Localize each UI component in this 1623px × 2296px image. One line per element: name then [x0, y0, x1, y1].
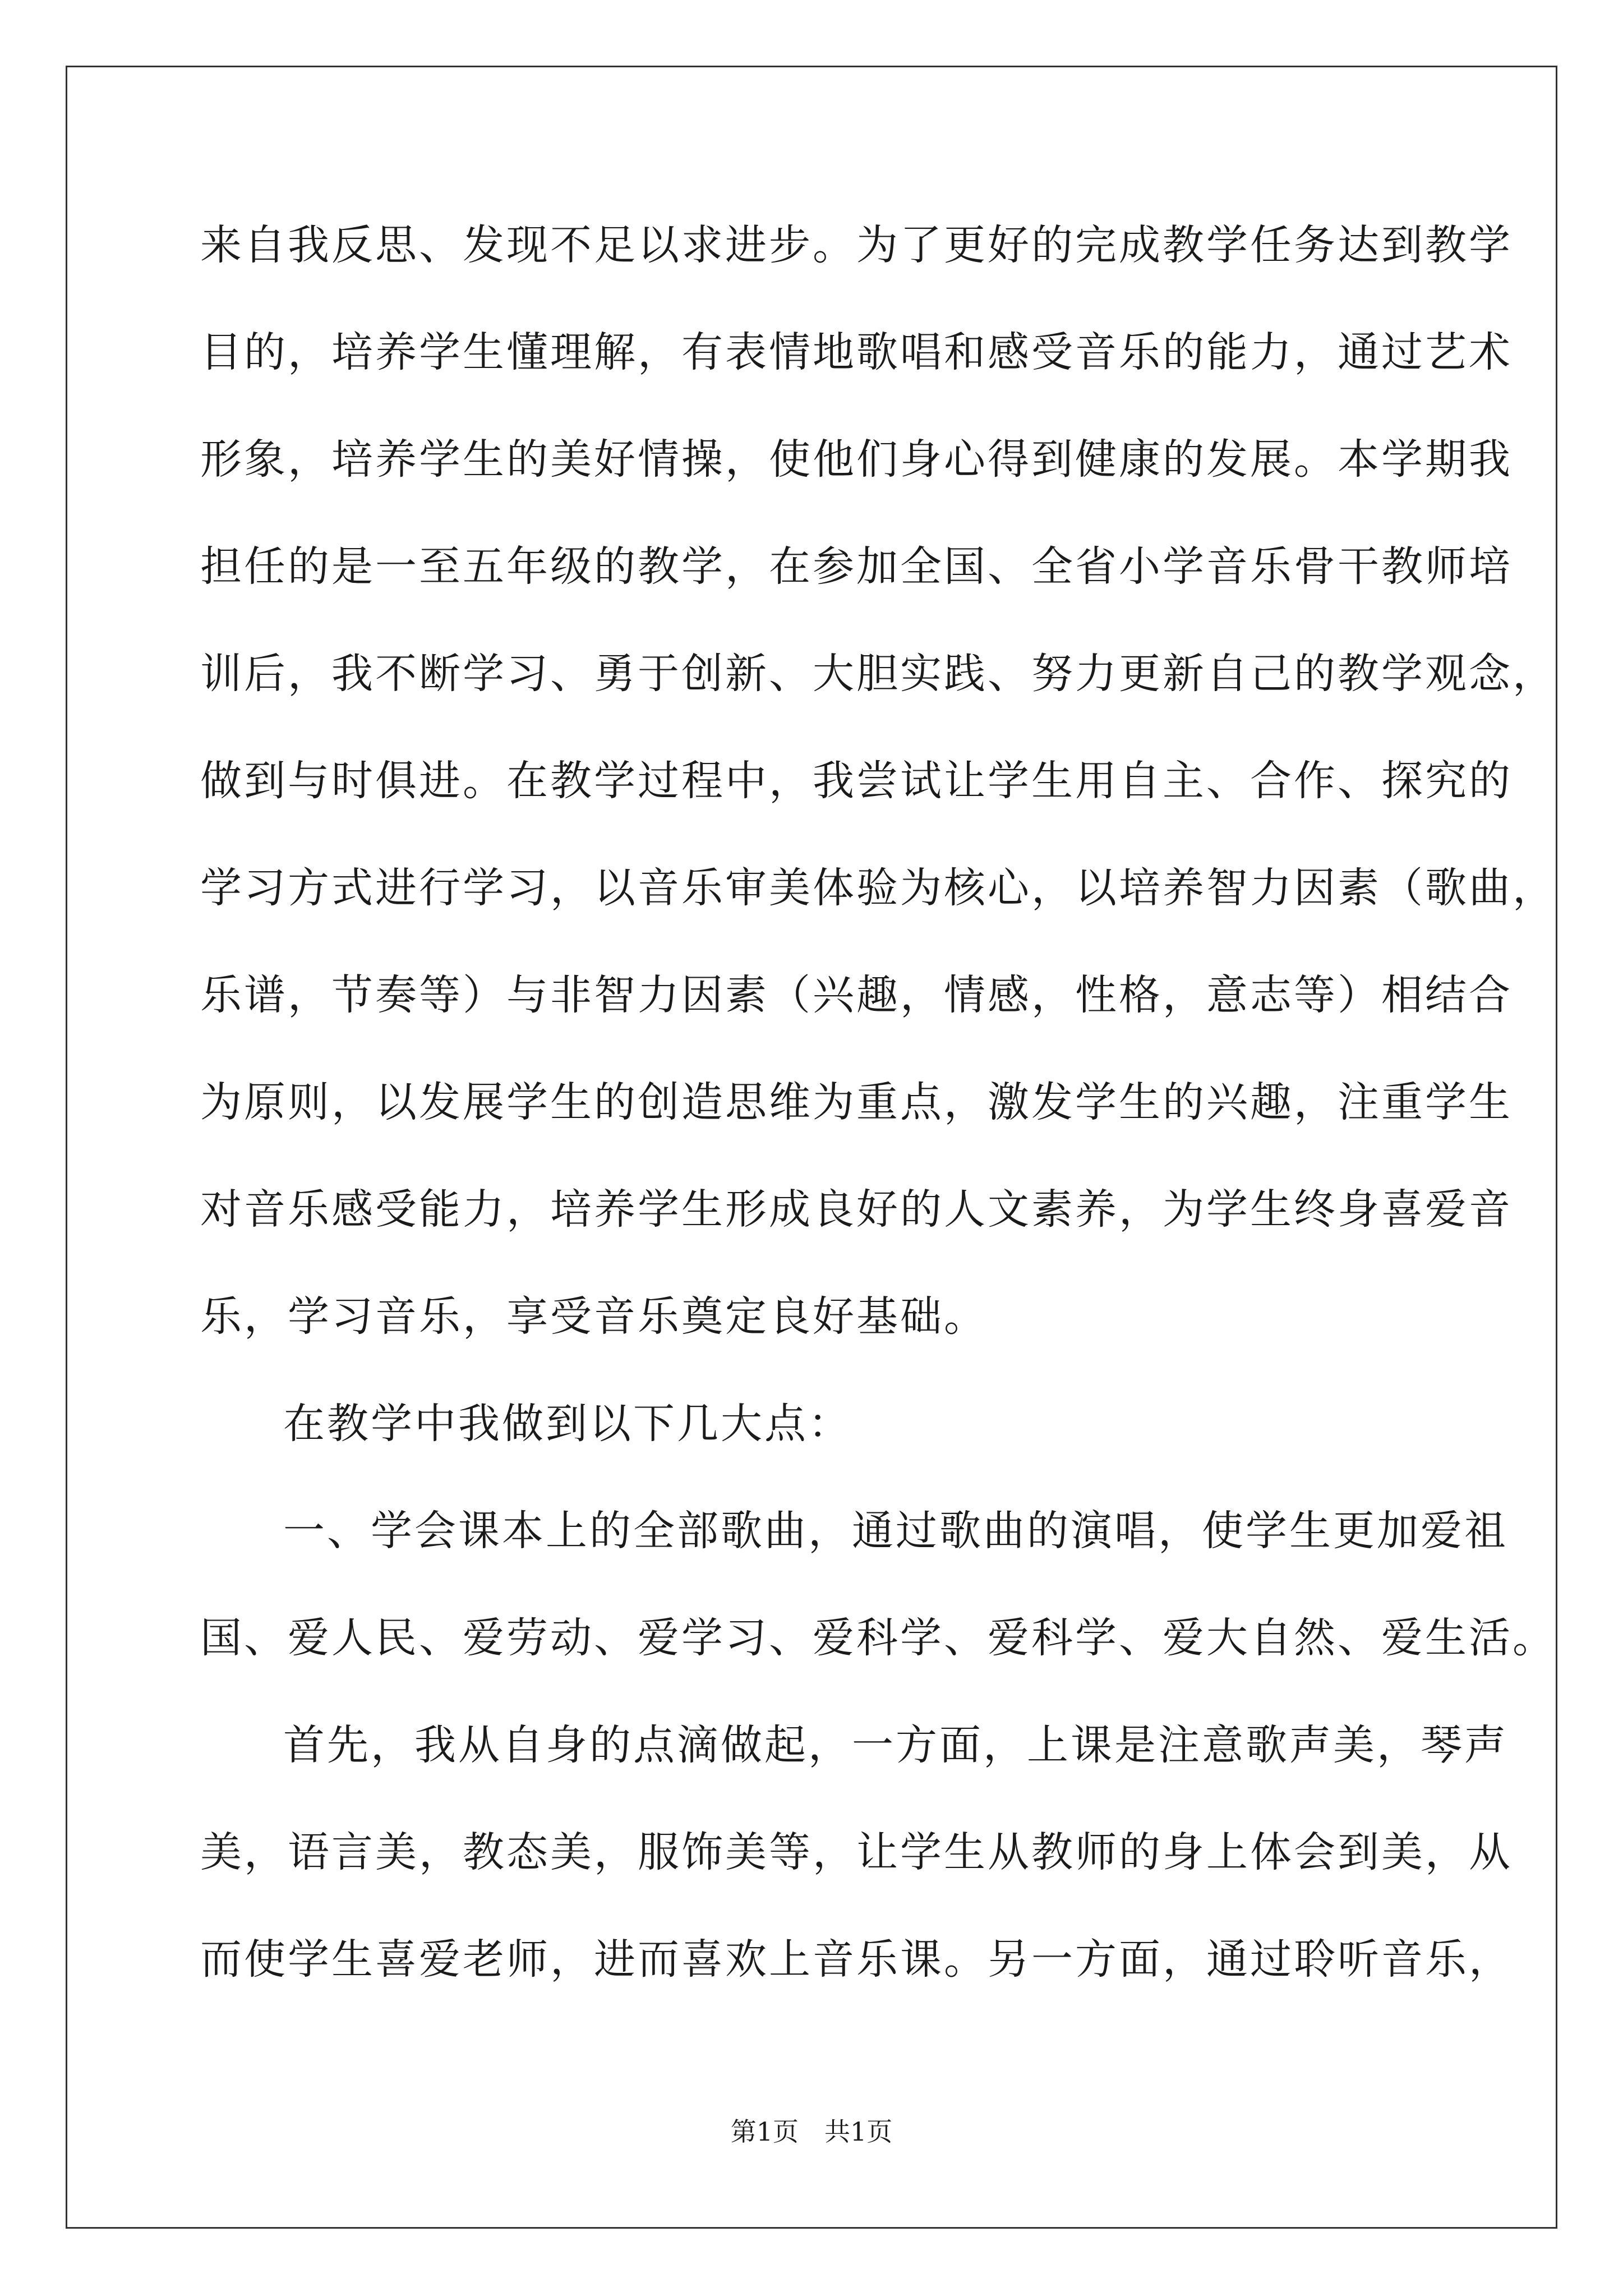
text-line: 而使学生喜爱老师，进而喜欢上音乐课。另一方面，通过聆听音乐，: [200, 1935, 1513, 1984]
text-line: 乐谱，节奏等）与非智力因素（兴趣，情感，性格，意志等）相结合: [200, 971, 1513, 1019]
text-line: 为原则，以发展学生的创造思维为重点，激发学生的兴趣，注重学生: [200, 1078, 1513, 1126]
text-line: 目的，培养学生懂理解，有表情地歌唱和感受音乐的能力，通过艺术: [200, 328, 1513, 376]
paragraph-first-line: 一、学会课本上的全部歌曲，通过歌曲的演唱，使学生更加爱祖: [283, 1507, 1508, 1555]
text-line: 做到与时俱进。在教学过程中，我尝试让学生用自主、合作、探究的: [200, 757, 1513, 805]
text-line: 对音乐感受能力，培养学生形成良好的人文素养，为学生终身喜爱音: [200, 1185, 1513, 1234]
text-line: 来自我反思、发现不足以求进步。为了更好的完成教学任务达到教学: [200, 221, 1513, 269]
paragraph-first-line: 在教学中我做到以下几大点：: [283, 1400, 852, 1448]
text-line: 国、爱人民、爱劳动、爱学习、爱科学、爱科学、爱大自然、爱生活。: [200, 1614, 1556, 1662]
page-number-footer: 第1页 共1页: [730, 2116, 893, 2147]
text-line: 乐，学习音乐，享受音乐奠定良好基础。: [200, 1292, 988, 1341]
page-border: [66, 66, 1557, 2229]
text-line: 学习方式进行学习，以音乐审美体验为核心，以培养智力因素（歌曲，: [200, 864, 1556, 912]
text-line: 美，语言美，教态美，服饰美等，让学生从教师的身上体会到美，从: [200, 1828, 1513, 1876]
text-line: 担任的是一至五年级的教学，在参加全国、全省小学音乐骨干教师培: [200, 542, 1513, 591]
text-line: 训后，我不断学习、勇于创新、大胆实践、努力更新自己的教学观念，: [200, 650, 1556, 698]
paragraph-first-line: 首先，我从自身的点滴做起，一方面，上课是注意歌声美，琴声: [283, 1721, 1508, 1769]
text-line: 形象，培养学生的美好情操，使他们身心得到健康的发展。本学期我: [200, 435, 1513, 484]
